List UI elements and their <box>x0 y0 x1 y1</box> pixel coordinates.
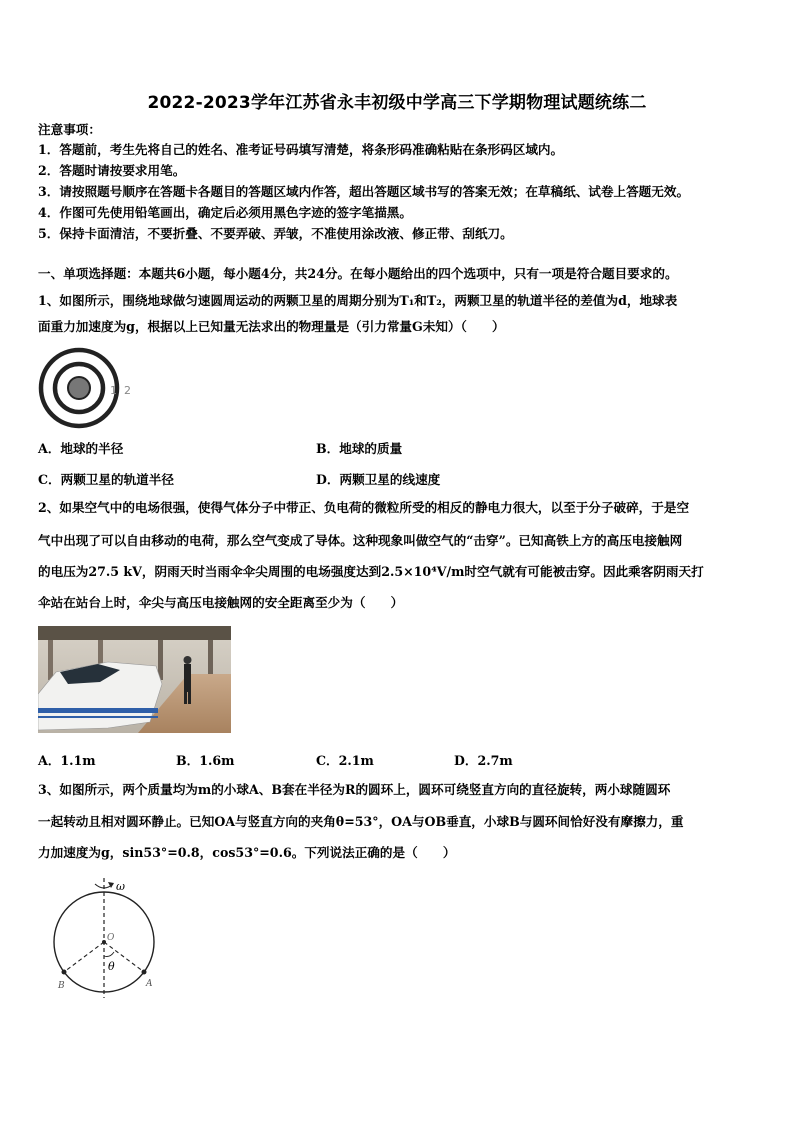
note-item: 1．答题前，考生先将自己的姓名、准考证号码填写清楚，将条形码准确粘贴在条形码区域内。 <box>38 142 564 157</box>
q1-option-d: D．两颗卫星的线速度 <box>316 472 441 487</box>
q2-stem-line: 气中出现了可以自由移动的电荷，那么空气变成了导体。这种现象叫做空气的“击穿”。已知高铁上方的高压电接触网 <box>38 533 683 548</box>
q2-stem-line: 2、如果空气中的电场很强，使得气体分子中带正、负电荷的微粒所受的相反的静电力很大，以至于分子破碎，于是空 <box>38 500 690 515</box>
ball-a <box>142 970 147 975</box>
orbit-diagram <box>34 346 144 430</box>
q3-stem-line: 3、如图所示，两个质量均为m的小球A、B套在半径为R的圆环上，圆环可绕竖直方向的直径旋转，两小球随圆环 <box>38 782 671 797</box>
page-title: 2022-2023学年江苏省永丰初级中学高三下学期物理试题统练二 <box>147 93 647 113</box>
center-label: O <box>107 933 115 943</box>
q1-stem-line: 1、如图所示，围绕地球做匀速圆周运动的两颗卫星的周期分别为T₁和T₂，两颗卫星的轨道半径的差值为d，地球表 <box>38 293 678 308</box>
q2-stem-line: 的电压为27.5 kV，阴雨天时当雨伞伞尖周围的电场强度达到2.5×10⁴V/m时空气就有可能被击穿。因此乘客阴雨天打 <box>38 564 704 579</box>
ball-b-label: B <box>58 981 65 991</box>
earth <box>68 377 90 399</box>
q3-stem-line: 力加速度为g，sin53°=0.8，cos53°=0.6。下列说法正确的是（ ） <box>38 845 456 860</box>
q2-option-b: B．1.6m <box>176 753 235 768</box>
ring-diagram <box>50 872 162 1002</box>
ball-a-label: A <box>146 979 153 989</box>
q1-option-b: B．地球的质量 <box>316 441 403 456</box>
q1-stem-line: 面重力加速度为g，根据以上已知量无法求出的物理量是（引力常量G未知）（ ） <box>38 319 505 334</box>
q1-option-c: C．两颗卫星的轨道半径 <box>38 472 174 487</box>
note-item: 2．答题时请按要求用笔。 <box>38 163 186 178</box>
q2-option-a: A．1.1m <box>38 753 96 768</box>
ball-b <box>62 970 67 975</box>
omega-label: ω <box>116 880 125 893</box>
q1-option-a: A．地球的半径 <box>38 441 124 456</box>
notes-heading: 注意事项： <box>38 122 101 137</box>
train-photo <box>38 626 231 733</box>
note-item: 4．作图可先使用铅笔画出，确定后必须用黑色字迹的签字笔描黑。 <box>38 205 412 220</box>
q2-option-d: D．2.7m <box>454 753 513 768</box>
q2-option-c: C．2.1m <box>316 753 374 768</box>
note-item: 5．保持卡面清洁，不要折叠、不要弄破、弄皱，不准使用涂改液、修正带、刮纸刀。 <box>38 226 513 241</box>
q3-stem-line: 一起转动且相对圆环静止。已知OA与竖直方向的夹角θ=53°，OA与OB垂直，小球B与圆环间恰好没有摩擦力，重 <box>38 814 684 829</box>
note-item: 3．请按照题号顺序在答题卡各题目的答题区域内作答，超出答题区域书写的答案无效；在草稿纸、试卷上答题无效。 <box>38 184 690 199</box>
section-heading: 一、单项选择题：本题共6小题，每小题4分，共24分。在每小题给出的四个选项中，只有一项是符合题目要求的。 <box>38 266 678 281</box>
orbit-label: 2 <box>124 384 131 397</box>
q2-stem-line: 伞站在站台上时，伞尖与高压电接触网的安全距离至少为（ ） <box>38 595 404 610</box>
orbit-label: 1 <box>110 384 117 397</box>
theta-label: θ <box>108 960 115 973</box>
